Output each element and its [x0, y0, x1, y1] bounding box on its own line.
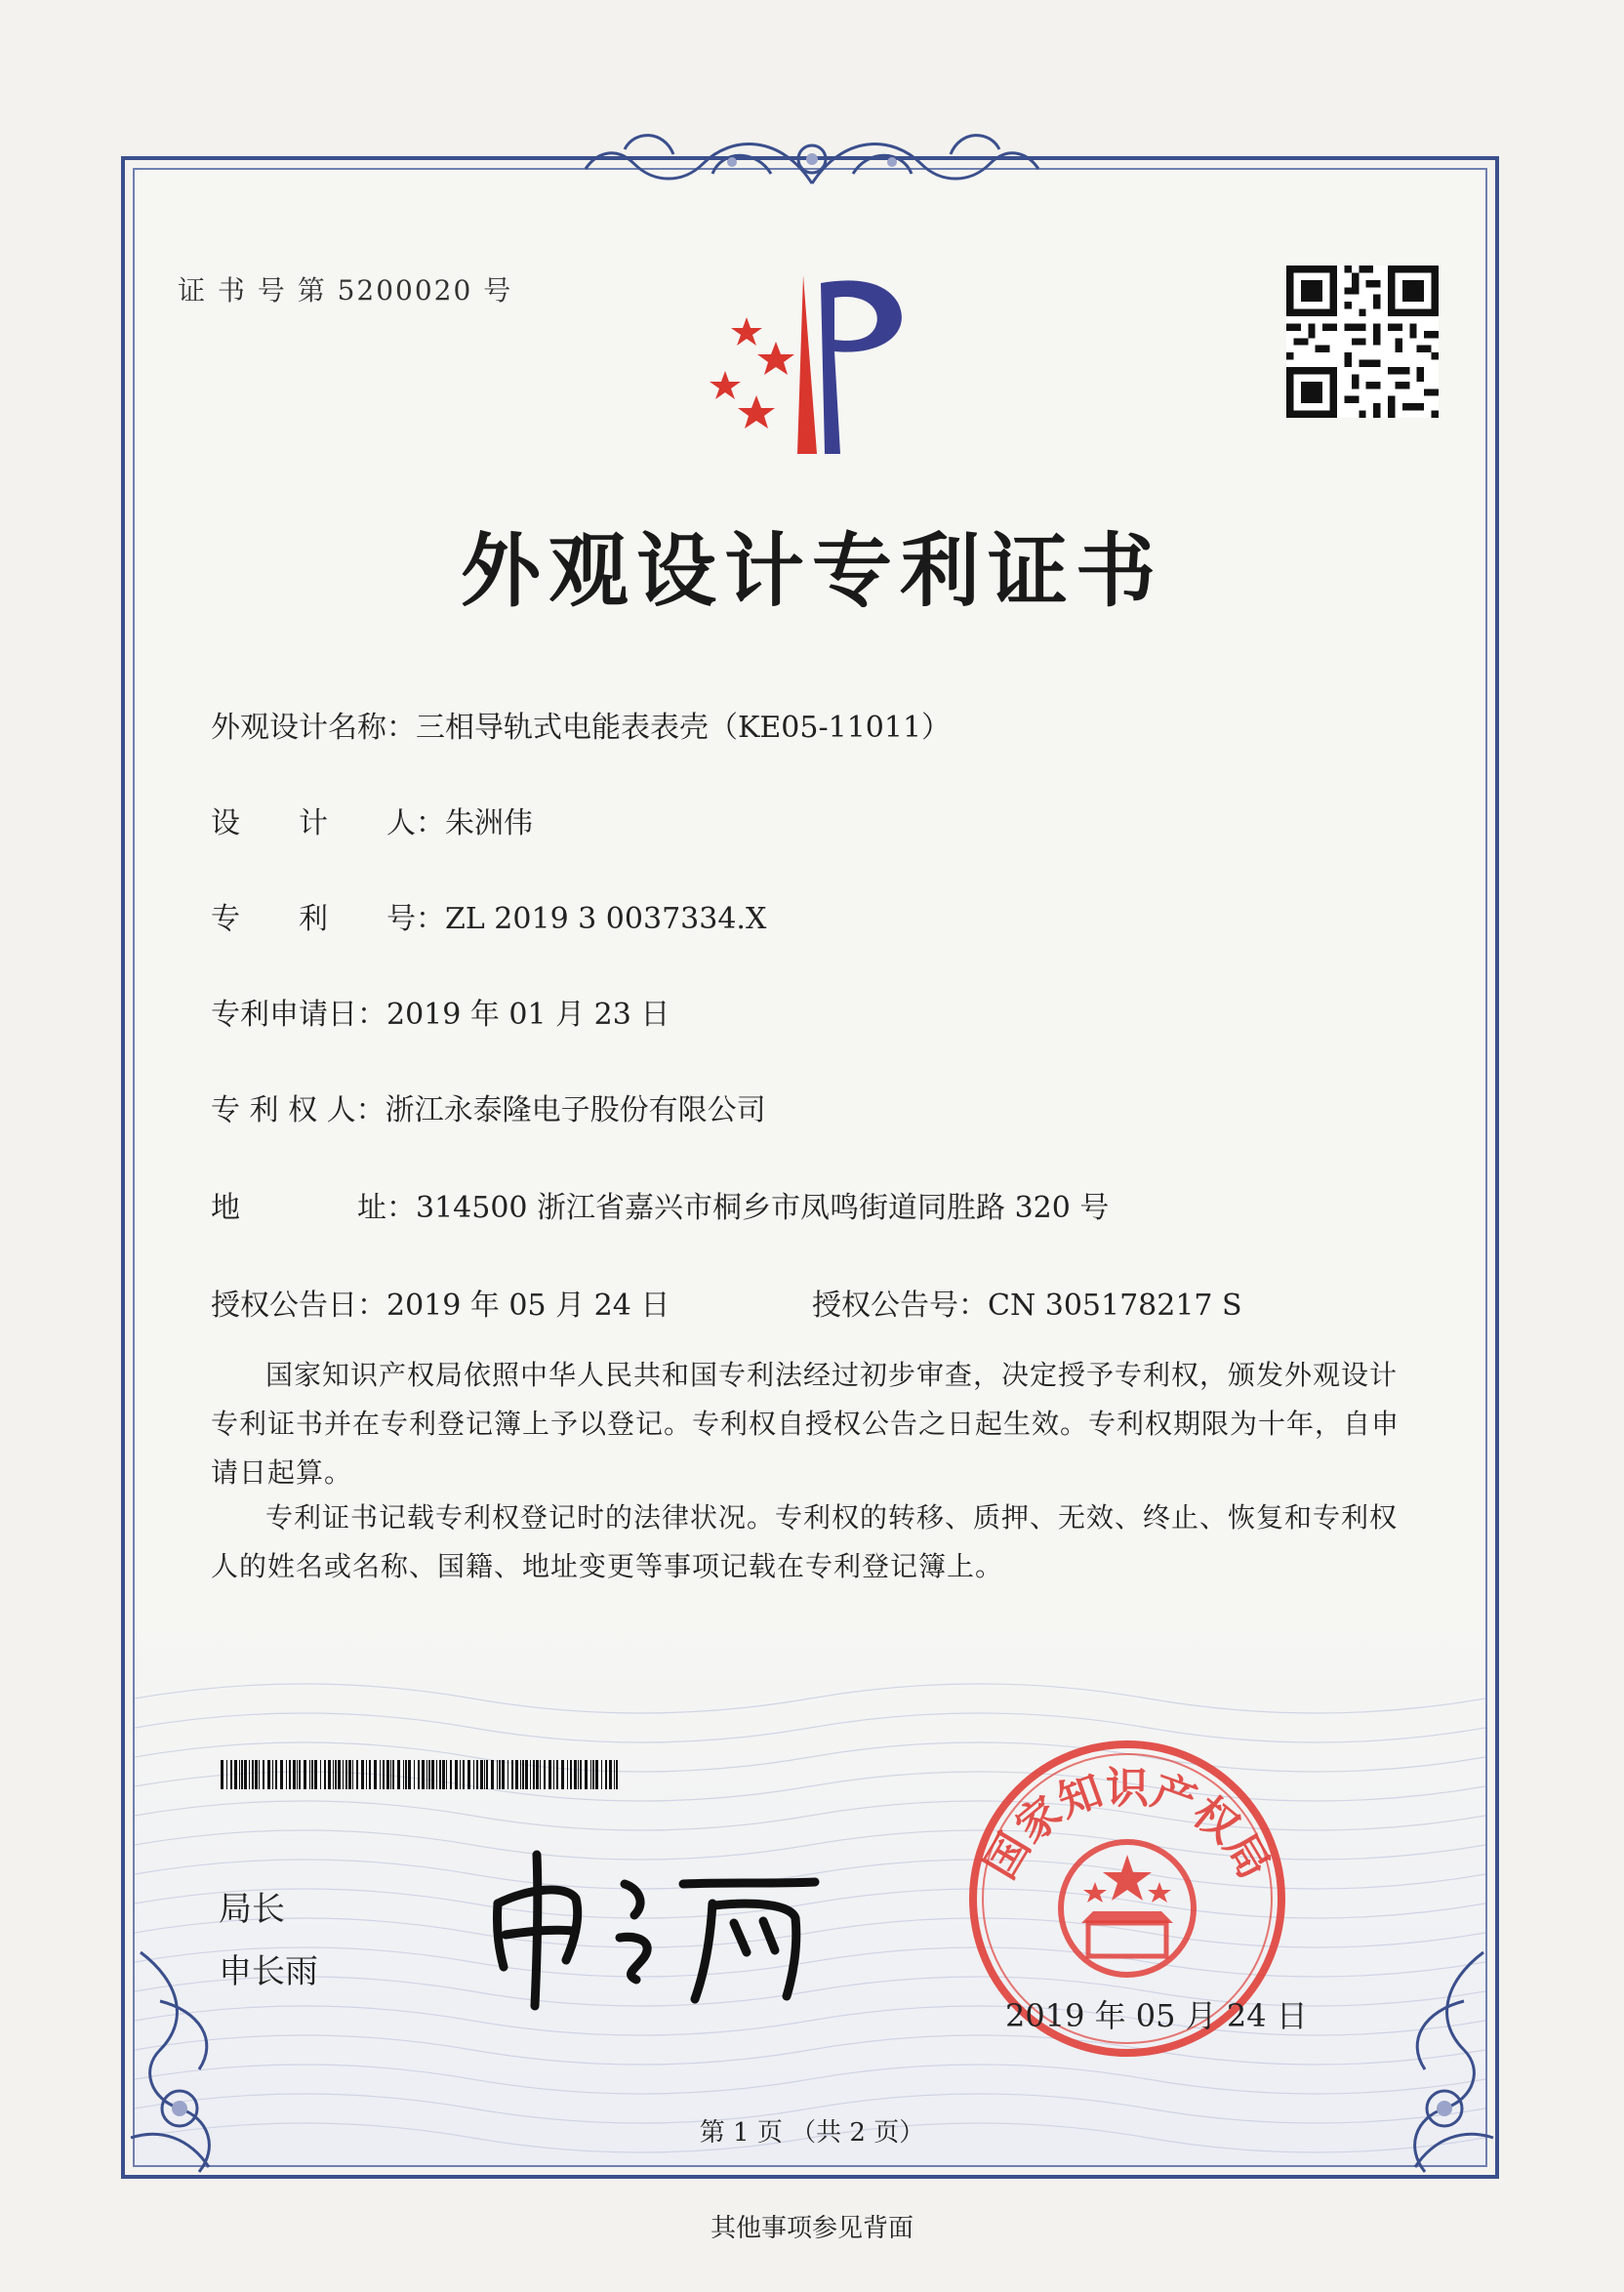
patent-office-logo-icon	[688, 264, 932, 469]
qr-code-icon	[1286, 266, 1439, 418]
patent-number-value: ZL 2019 3 0037334.X	[445, 902, 767, 936]
patentee-value: 浙江永泰隆电子股份有限公司	[385, 1093, 766, 1127]
grant-number-row	[812, 1281, 1242, 1324]
design-name-label: 外观设计名称：	[211, 711, 416, 745]
designer-label: 设 计 人：	[211, 806, 445, 840]
grant-number-label: 授权公告号：	[812, 1289, 988, 1323]
handwritten-signature-icon	[478, 1845, 830, 2011]
grant-date-label: 授权公告日：	[211, 1289, 386, 1323]
patent-number-row	[211, 894, 766, 937]
bottom-right-ornament-icon	[1357, 1943, 1503, 2187]
design-name-row	[211, 703, 951, 746]
director-title: 局长	[219, 1890, 285, 1929]
seal-date: 2019 年 05 月 24 日	[1005, 1997, 1308, 2034]
patentee-row	[211, 1085, 766, 1128]
filing-date-value: 2019 年 01 月 23 日	[386, 998, 670, 1032]
patent-number-label: 专 利 号：	[211, 902, 445, 936]
director-name: 申长雨	[219, 1952, 318, 1991]
designer-row	[211, 798, 533, 841]
filing-date-label: 专利申请日：	[211, 998, 386, 1032]
patentee-label: 专 利 权 人：	[211, 1093, 386, 1127]
grant-date-row	[211, 1281, 670, 1324]
grant-date-value: 2019 年 05 月 24 日	[386, 1289, 670, 1323]
address-label: 地 址：	[211, 1191, 416, 1225]
seal-text: 国家知识产权局	[975, 1763, 1279, 1888]
top-ornament-icon	[576, 115, 1048, 203]
body-paragraph-1: 国家知识产权局依照中华人民共和国专利法经过初步审查，决定授予专利权，颁发外观设计专利证书并在专利登记簿上予以登记。专利权自授权公告之日起生效。专利权期限为十年，自申请日起算。	[211, 1359, 1401, 1489]
design-name-value: 三相导轨式电能表表壳（KE05-11011）	[416, 711, 952, 745]
page-indicator: 第 1 页 （共 2 页）	[699, 2118, 925, 2148]
body-paragraph-2: 专利证书记载专利权登记时的法律状况。专利权的转移、质押、无效、终止、恢复和专利权人的姓名或名称、国籍、地址变更等事项记载在专利登记簿上。	[211, 1501, 1399, 1582]
back-note: 其他事项参见背面	[710, 2214, 914, 2243]
address-row	[211, 1183, 1109, 1226]
barcode-icon	[221, 1760, 621, 1789]
grant-number-value: CN 305178217 S	[988, 1289, 1242, 1323]
address-value: 314500 浙江省嘉兴市桐乡市凤鸣街道同胜路 320 号	[416, 1191, 1110, 1225]
document-title: 外观设计专利证书	[460, 524, 1163, 618]
designer-value: 朱洲伟	[445, 806, 533, 840]
certificate-number: 证 书 号 第 5200020 号	[178, 274, 513, 307]
filing-date-row	[211, 990, 670, 1033]
